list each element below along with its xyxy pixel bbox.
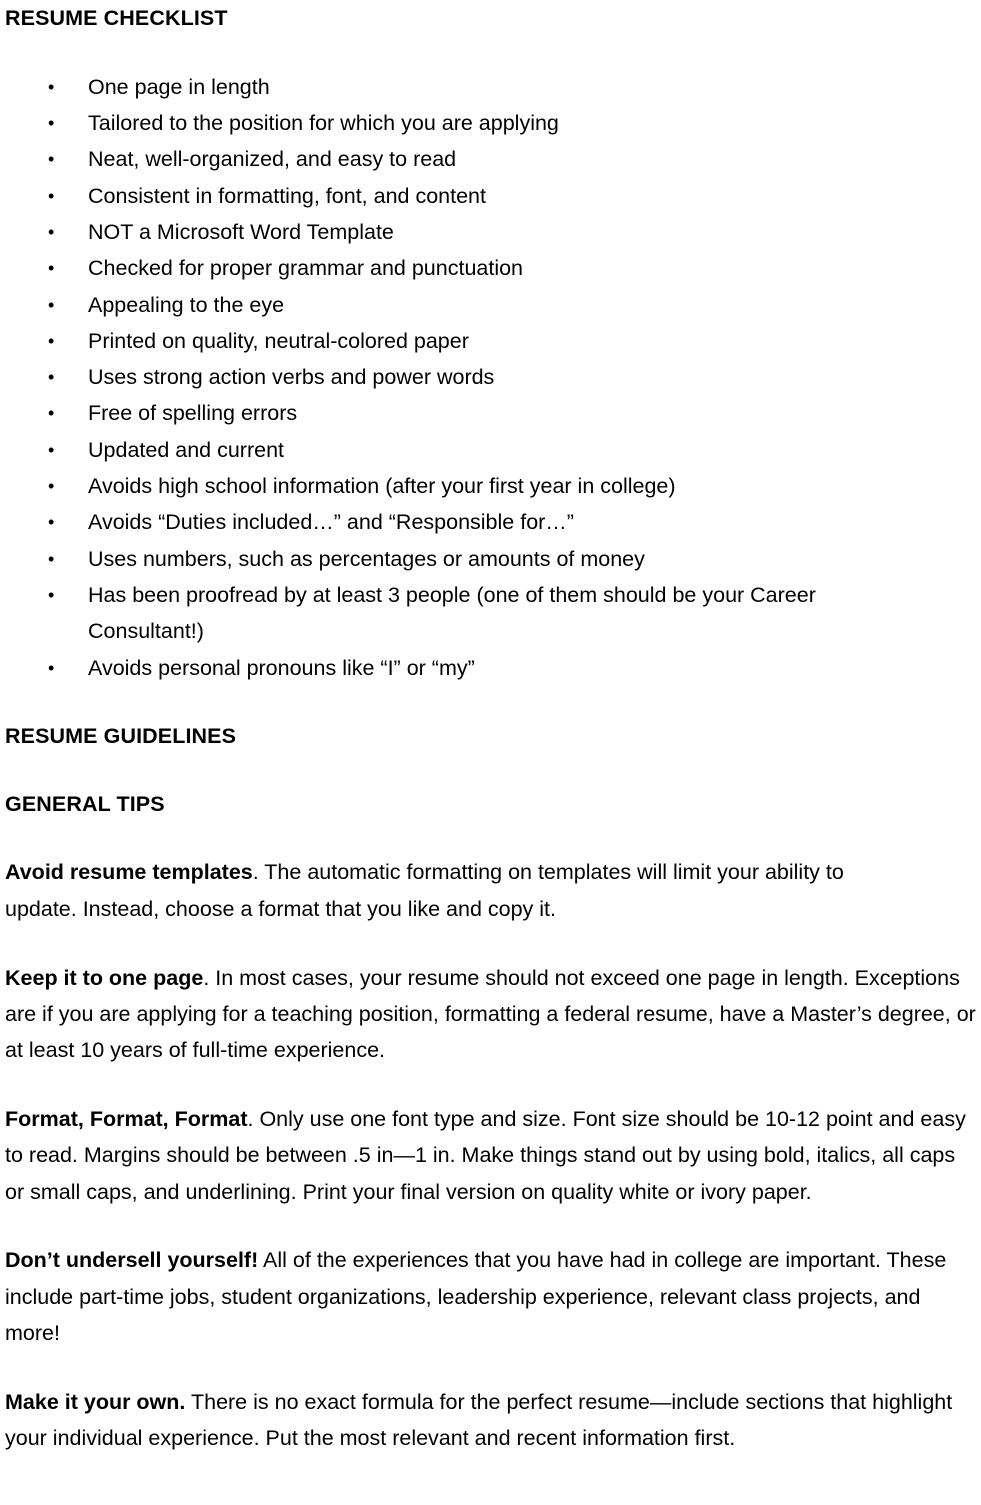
bullet-icon: • — [48, 330, 55, 351]
document — [5, 0, 977, 1489]
checklist-item-text: Tailored to the position for which you are applying — [88, 111, 559, 136]
checklist-item — [5, 504, 977, 540]
checklist-item — [5, 323, 977, 359]
checklist-heading: RESUME CHECKLIST — [5, 6, 228, 30]
checklist-item-text: Updated and current — [88, 437, 285, 462]
tip-paragraph — [5, 1101, 977, 1210]
tip-lead: Avoid resume templates — [5, 860, 253, 885]
checklist-item — [5, 432, 977, 468]
checklist-item — [5, 541, 977, 577]
checklist-item — [5, 214, 977, 250]
bullet-icon: • — [48, 185, 55, 206]
bullet-icon: • — [48, 476, 55, 497]
checklist-item-text: Consistent in formatting, font, and content — [88, 183, 486, 208]
checklist-item-text: Has been proofread by at least 3 people (one of them should be your Career Consultant!) — [88, 582, 816, 644]
tip-lead: Make it your own. — [5, 1389, 186, 1414]
checklist-item — [5, 395, 977, 431]
checklist-item — [5, 69, 977, 105]
checklist-item-text: Uses numbers, such as percentages or amounts of money — [88, 546, 645, 571]
checklist-item — [5, 359, 977, 395]
bullet-icon: • — [48, 512, 55, 533]
tip-paragraph — [5, 854, 977, 927]
checklist-item-text: Avoids high school information (after your first year in college) — [88, 474, 676, 499]
checklist-item — [5, 650, 977, 686]
checklist-item-text: Free of spelling errors — [88, 401, 298, 426]
checklist-item-text: NOT a Microsoft Word Template — [88, 219, 394, 244]
bullet-icon: • — [48, 294, 55, 315]
checklist-item-text: Printed on quality, neutral-colored paper — [88, 328, 469, 353]
tip-paragraph — [5, 1384, 977, 1457]
checklist-item-text: Uses strong action verbs and power words — [88, 365, 495, 390]
bullet-icon: • — [48, 367, 55, 388]
bullet-icon: • — [48, 149, 55, 170]
checklist-item — [5, 287, 977, 323]
tip-body: There is no exact formula for the perfect resume—include sections that highlight your individual experience. Put the most relevant and recent information first. — [5, 1389, 953, 1450]
checklist-item-text: Checked for proper grammar and punctuation — [88, 256, 524, 281]
tip-lead: Keep it to one page — [5, 965, 204, 990]
bullet-icon: • — [48, 76, 55, 97]
bullet-icon: • — [48, 657, 55, 678]
bullet-icon: • — [48, 258, 55, 279]
checklist-item — [5, 178, 977, 214]
checklist-item-text: Appealing to the eye — [88, 292, 285, 317]
checklist-item — [5, 250, 977, 286]
checklist — [5, 69, 977, 686]
tip-body: . In most cases, your resume should not exceed one page in length. Exceptions are if you are applying for a teaching position, formatting a federal resume, have a Master’s degree, or at least 10 years of full-time experience. — [5, 965, 976, 1063]
general-tips-heading: GENERAL TIPS — [5, 792, 165, 817]
checklist-item — [5, 105, 977, 141]
checklist-item-text: One page in length — [88, 74, 270, 99]
guidelines-heading: RESUME GUIDELINES — [5, 723, 237, 748]
checklist-item-text: Avoids “Duties included…” and “Responsible for…” — [88, 510, 574, 535]
tip-body: All of the experiences that you have had in college are important. These include part-time jobs, student organizations, leadership experience, relevant class projects, and more! — [5, 1248, 947, 1345]
bullet-icon: • — [48, 113, 55, 134]
bullet-icon: • — [48, 548, 55, 569]
tip-lead: Don’t undersell yourself! — [5, 1248, 259, 1273]
tip-paragraph — [5, 1242, 977, 1351]
checklist-item — [5, 141, 977, 177]
tip-lead: Format, Format, Format — [5, 1106, 248, 1131]
tip-body: . Only use one font type and size. Font size should be 10-12 point and easy to read. Margins should be between .5 in—1 in. Make things stand out by using bold, italics, all caps or small caps, and underlining. Print your final version on quality white or ivory paper. — [5, 1106, 966, 1204]
tip-body: . The automatic formatting on templates will limit your ability to update. Instead, choose a format that you like and copy it. — [5, 860, 844, 921]
checklist-item-text: Neat, well-organized, and easy to read — [88, 147, 457, 172]
checklist-item-text: Avoids personal pronouns like “I” or “my” — [88, 655, 475, 680]
bullet-icon: • — [48, 403, 55, 424]
bullet-icon: • — [48, 584, 55, 605]
bullet-icon: • — [48, 221, 55, 242]
tip-paragraph — [5, 960, 977, 1069]
checklist-item — [5, 577, 977, 650]
bullet-icon: • — [48, 439, 55, 460]
checklist-item — [5, 468, 977, 504]
